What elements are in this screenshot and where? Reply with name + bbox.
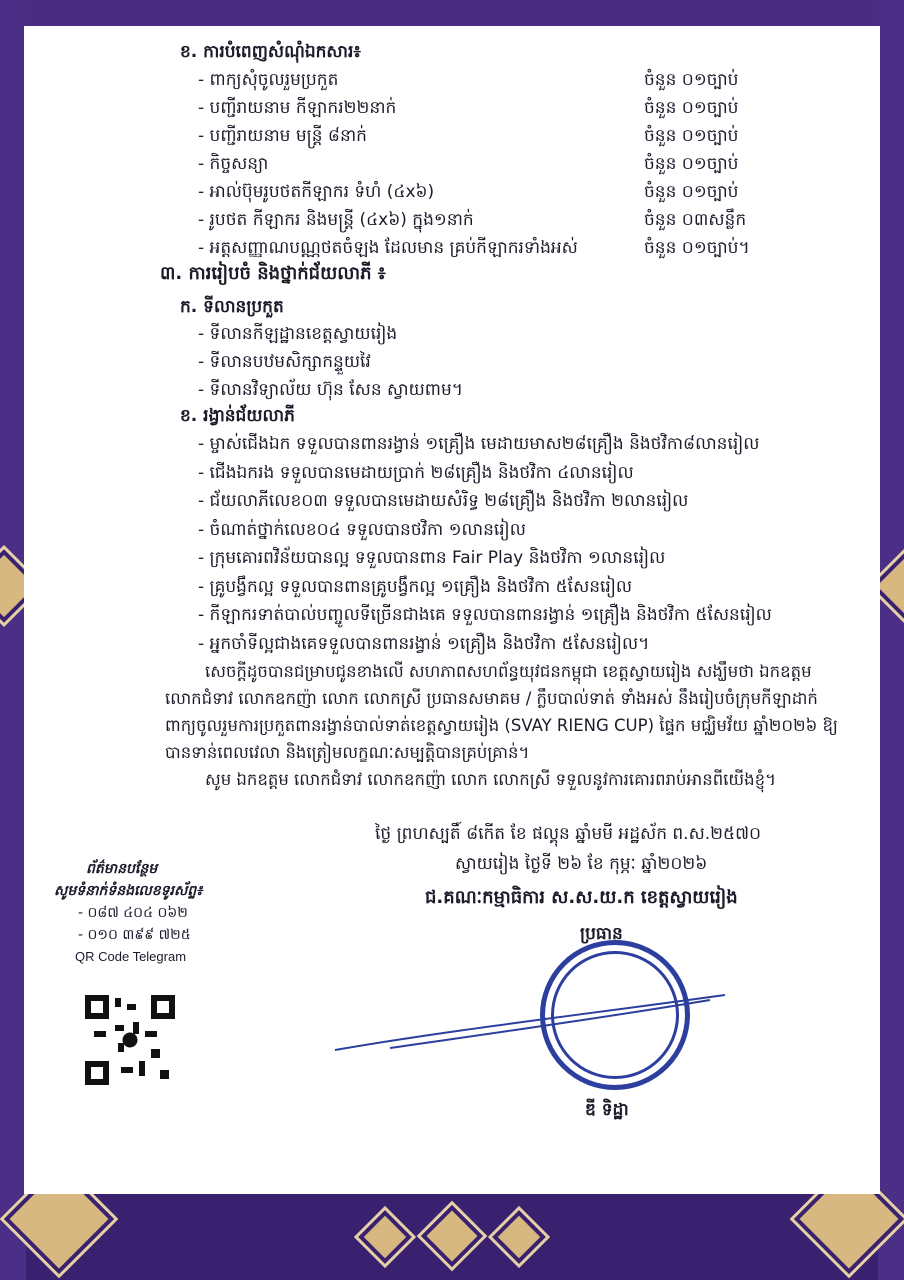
- phone-number: - ០១០ ៣៩៩ ៧២៥: [78, 927, 191, 943]
- doc-item-qty: ចំនួន ០១ច្បាប់: [644, 98, 739, 118]
- frame-top-band: [0, 0, 904, 28]
- doc-item-label: - បញ្ជីរាយនាម មន្រ្តី ៨នាក់: [198, 126, 367, 146]
- phone-number: - ០៨៧ ៤០៤ ០៦២: [78, 905, 188, 921]
- prize-item: - ជ័យលាភីលេខ០៣ ទទួលបានមេដាយសំរិទ្ធ ២៨គ្រឿង និងថវិកា ២លានរៀល: [198, 491, 689, 511]
- signature-icon: [330, 990, 730, 1060]
- doc-item-label: - រូបថត កីឡាករ និងមន្ត្រី (៤x៦) ក្នុង១នាក់: [198, 210, 474, 230]
- solar-date: ស្វាយរៀង ថ្ងៃទី ២៦ ខែ កុម្ភៈ ឆ្នាំ២០២៦: [455, 854, 708, 874]
- doc-item-label: - អត្តសញ្ញាណបណ្ណថតចំឡង ដែលមាន គ្រប់កីឡាករទាំងអស់: [198, 238, 578, 258]
- prize-item: - ជើងឯករង ទទួលបានមេដាយប្រាក់ ២៨គ្រឿង និងថវិកា ៤លានរៀល: [198, 462, 634, 483]
- closing-line: ពាក្យចូលរួមការប្រកួតពានរង្វាន់បាល់ទាត់ខេត្តស្វាយរៀង (SVAY RIENG CUP) ផ្ទៃក មជ្ឈិមវ័យ ឆ្នាំ២០២៦ ឱ្យ: [165, 716, 838, 735]
- section-3-heading: ៣. ការរៀបចំ និងថ្នាក់ជ័យលាភី ៖: [160, 263, 386, 284]
- prize-item: - គ្រូបង្វឹកល្អ ទទួលបានពានគ្រូបង្វឹកល្អ ១គ្រឿង និងថវិកា ៥សែនរៀល: [198, 576, 633, 597]
- prize-item: - ម្ចាស់ជើងឯក ទទួលបានពានរង្វាន់ ១គ្រឿង មេដាយមាស២៨គ្រឿង និងថវិកា៨លានរៀល: [198, 434, 760, 454]
- venue-item: - ទីលានវិទ្យាល័យ ហ៊ុន សែន ស្វាយពាម។: [198, 380, 463, 400]
- qr-code-icon[interactable]: [85, 995, 175, 1085]
- doc-item-qty: ចំនួន ០១ច្បាប់: [644, 126, 739, 146]
- closing-line: លោកជំទាវ លោកឧកញ៉ា លោក លោកស្រី ប្រធានសមាគម / ក្លឹបបាល់ទាត់ ទាំងអស់ នឹងរៀបចំក្រុមកីឡាដាក់: [165, 689, 818, 708]
- prize-item: - អ្នកចាំទីល្អជាងគេទទួលបានពានរង្វាន់ ១គ្រឿង និងថវិកា ៥សែនរៀល។: [198, 633, 650, 654]
- prize-item: - កីឡាករទាត់បាល់បញ្ចូលទីច្រើនជាងគេ ទទួលបានពានរង្វាន់ ១គ្រឿង និងថវិកា ៥សែនរៀល: [198, 605, 772, 625]
- signatory-title: ប្រធាន: [580, 924, 623, 944]
- doc-item-label: - អាល់ប៊ុមរូបថតកីឡាករ ទំហំ (៤x៦): [198, 182, 435, 202]
- frame-left-band: [0, 0, 26, 1280]
- signatory-name: ឌី ទិដ្ឋា: [585, 1100, 629, 1120]
- closing-line: បានទាន់ពេលវេលា និងត្រៀមលក្ខណៈសម្បត្តិបានគ្រប់គ្រាន់។: [165, 743, 530, 762]
- doc-item-qty: ចំនួន ០១ច្បាប់: [644, 182, 739, 202]
- doc-item-label: - កិច្ចសន្យា: [198, 154, 269, 174]
- docs-heading: ខ. ការបំពេញសំណុំឯកសារ៖: [180, 42, 361, 62]
- venue-item: - ទីលានបឋមសិក្សាកន្ទួយវៃ: [198, 352, 371, 372]
- closing-line: សូម ឯកឧត្តម លោកជំទាវ លោកឧកញ៉ា លោក លោកស្រី ទទួលនូវការគោរពរាប់អានពីយើងខ្ញុំ។: [205, 770, 776, 789]
- prize-item: - ចំណាត់ថ្នាក់លេខ០៤ ទទួលបានថវិកា ១លានរៀល: [198, 519, 526, 540]
- contact-title: ព័ត៌មានបន្ថែម: [86, 861, 158, 877]
- doc-item-qty: ចំនួន ០១ច្បាប់។: [644, 238, 750, 258]
- venues-heading: ក. ទីលានប្រកួត: [180, 297, 284, 317]
- venue-item: - ទីលានកីឡដ្ឋានខេត្តស្វាយរៀង: [198, 324, 398, 344]
- doc-item-label: - បញ្ជីរាយនាម កីឡាករ២២នាក់: [198, 98, 397, 118]
- closing-paragraph: [165, 658, 845, 793]
- contact-box: [54, 858, 210, 968]
- doc-item-qty: ចំនួន ០១ច្បាប់: [644, 70, 739, 90]
- office-name: ជ.គណៈកម្មាធិការ ស.ស.យ.ក ខេត្តស្វាយរៀង: [425, 887, 738, 908]
- prize-item: - ក្រុមគោរពវិន័យបានល្អ ទទួលបានពាន Fair Play និងថវិកា ១លានរៀល: [198, 548, 666, 568]
- doc-item-label: - ពាក្យសុំចូលរួមប្រកួត: [198, 70, 339, 90]
- closing-line: សេចក្តីដូចបានជម្រាបជូនខាងលើ សហភាពសហព័ន្ធយុវជនកម្ពុជា ខេត្តស្វាយរៀង សង្ឃឹមថា ឯកឧត្តម: [205, 662, 812, 681]
- doc-item-qty: ចំនួន ០១ច្បាប់: [644, 154, 739, 174]
- doc-item-qty: ចំនួន ០៣សន្លឹក: [644, 210, 747, 230]
- qr-label: QR Code Telegram: [75, 949, 187, 964]
- frame-right-band: [878, 0, 904, 1280]
- contact-subtitle: សូមទំនាក់ទំនងលេខទូរស័ព្ទ៖: [54, 883, 203, 899]
- lunar-date: ថ្ងៃ ព្រហស្បតិ៍ ៨កើត ខែ ផល្គុន ឆ្នាំមមី អដ្ឋស័ក ព.ស.២៥៧០: [375, 824, 762, 844]
- prizes-heading: ខ. រង្វាន់ជ័យលាភី: [180, 406, 295, 426]
